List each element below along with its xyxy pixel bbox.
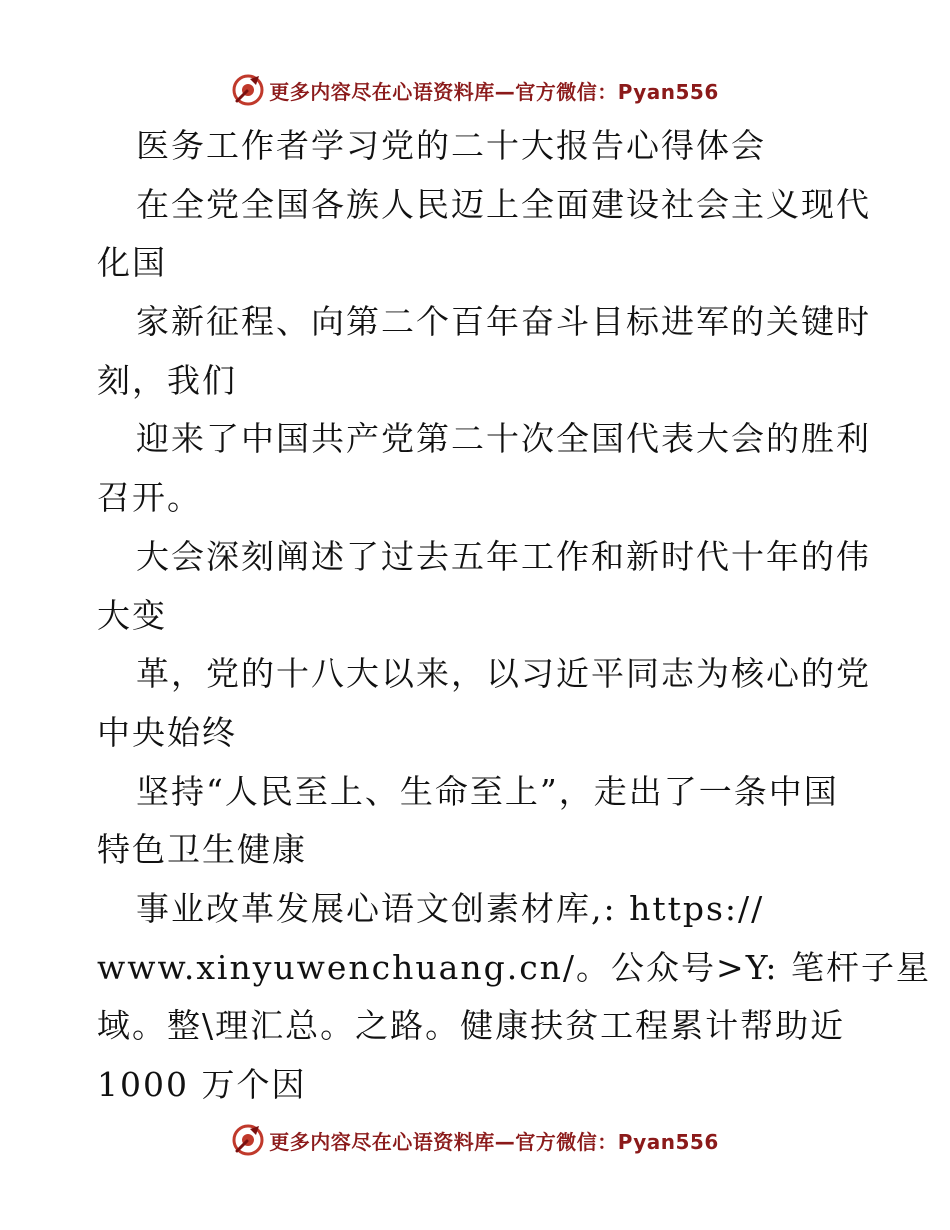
document-line: 大变 <box>97 595 167 635</box>
brand-logo-icon <box>231 73 265 107</box>
document-line: 迎来了中国共产党第二十次全国代表大会的胜利 <box>136 419 871 459</box>
header-banner-text: 更多内容尽在心语资料库—官方微信：Pyan556 <box>269 79 719 104</box>
document-line: 化国 <box>97 243 167 283</box>
footer-banner <box>0 1120 950 1160</box>
document-line: 事业改革发展心语文创素材库,: https:// <box>136 888 765 928</box>
document-line: 革，党的十八大以来，以习近平同志为核心的党 <box>136 654 871 694</box>
footer-banner-text: 更多内容尽在心语资料库—官方微信：Pyan556 <box>269 1129 719 1154</box>
document-line: 1000 万个因 <box>97 1065 307 1104</box>
brand-logo-icon <box>231 1123 265 1157</box>
header-banner <box>0 70 950 110</box>
document-line: 刻，我们 <box>97 360 237 400</box>
document-line: 医务工作者学习党的二十大报告心得体会 <box>136 126 766 165</box>
document-line: 召开。 <box>97 478 202 518</box>
document-line: 特色卫生健康 <box>97 830 307 870</box>
document-line: 大会深刻阐述了过去五年工作和新时代十年的伟 <box>136 536 871 576</box>
document-line: 坚持“人民至上、生命至上”，走出了一条中国 <box>136 771 839 811</box>
document-line: 域。整\理汇总。之路。健康扶贫工程累计帮助近 <box>97 1006 846 1046</box>
document-line: 在全党全国各族人民迈上全面建设社会主义现代 <box>136 184 871 224</box>
document-line: 家新征程、向第二个百年奋斗目标进军的关键时 <box>136 302 871 342</box>
document-line: www.xinyuwenchuang.cn/。公众号>Y: 笔杆子星 <box>97 947 932 987</box>
document-body <box>97 117 932 1115</box>
document-line: 中央始终 <box>97 712 237 752</box>
